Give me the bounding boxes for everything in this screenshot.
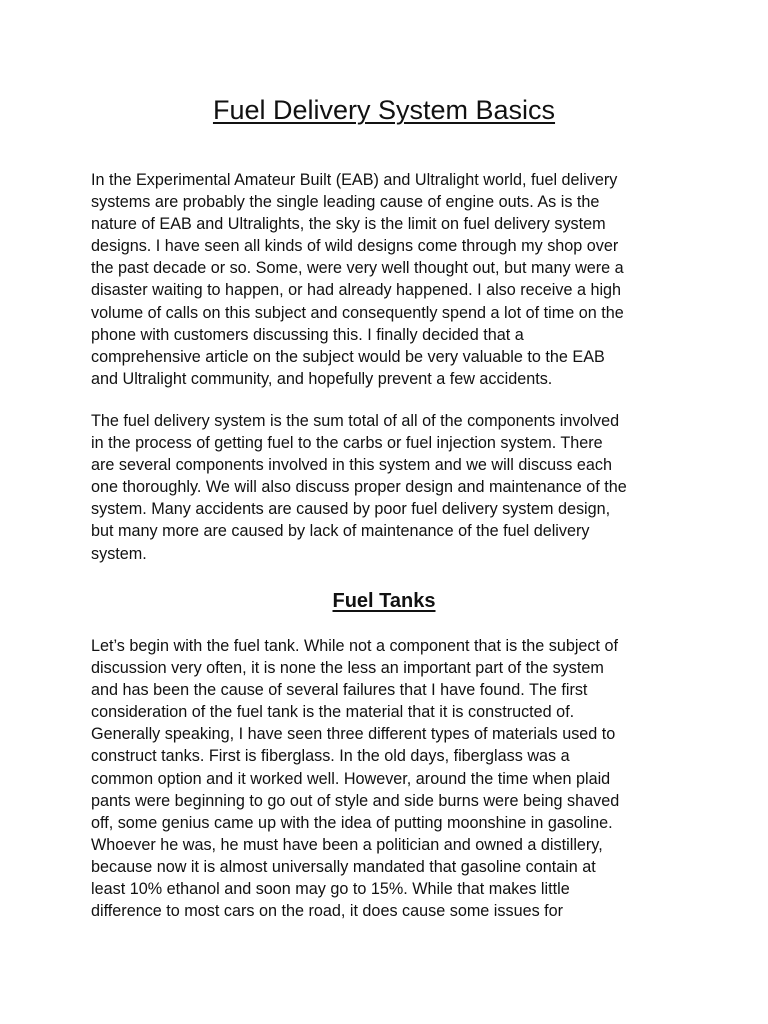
paragraph-line: volume of calls on this subject and consequently spend a lot of time on the xyxy=(91,303,624,322)
section-heading-fuel-tanks: Fuel Tanks xyxy=(332,590,436,612)
fuel-tanks-paragraph xyxy=(91,635,691,922)
paragraph-line: least 10% ethanol and soon may go to 15%. While that makes little xyxy=(91,880,570,899)
paragraph-line: because now it is almost universally mandated that gasoline contain at xyxy=(91,857,596,876)
paragraph-line: in the process of getting fuel to the carbs or fuel injection system. There xyxy=(91,434,603,453)
paragraph-line: pants were beginning to go out of style and side burns were being shaved xyxy=(91,791,620,810)
paragraph-line: Let’s begin with the fuel tank. While not a component that is the subject of xyxy=(91,637,619,655)
paragraph-line: the past decade or so. Some, were very well thought out, but many were a xyxy=(91,259,624,278)
paragraph-line: nature of EAB and Ultralights, the sky is the limit on fuel delivery system xyxy=(91,215,606,234)
paragraph-line: Generally speaking, I have seen three different types of materials used to xyxy=(91,725,616,744)
paragraph-line: are several components involved in this system and we will discuss each xyxy=(91,456,612,475)
paragraph-line: system. xyxy=(91,544,147,563)
definition-paragraph xyxy=(91,410,691,565)
paragraph-line: construct tanks. First is fiberglass. In the old days, fiberglass was a xyxy=(91,747,570,766)
paragraph-line: In the Experimental Amateur Built (EAB) and Ultralight world, fuel delivery xyxy=(91,171,618,189)
paragraph-line: phone with customers discussing this. I finally decided that a xyxy=(91,325,524,344)
paragraph-line: common option and it worked well. However, around the time when plaid xyxy=(91,769,611,788)
paragraph-line: but many more are caused by lack of maintenance of the fuel delivery xyxy=(91,522,590,541)
paragraph-line: discussion very often, it is none the less an important part of the system xyxy=(91,659,604,678)
paragraph-line: comprehensive article on the subject would be very valuable to the EAB xyxy=(91,347,605,366)
paragraph-line: one thoroughly. We will also discuss proper design and maintenance of the xyxy=(91,478,627,497)
paragraph-line: designs. I have seen all kinds of wild designs come through my shop over xyxy=(91,237,619,256)
intro-paragraph xyxy=(91,169,691,390)
paragraph-line: system. Many accidents are caused by poor fuel delivery system design, xyxy=(91,500,611,519)
paragraph-line: off, some genius came up with the idea of putting moonshine in gasoline. xyxy=(91,813,613,832)
paragraph-line: difference to most cars on the road, it does cause some issues for xyxy=(91,902,564,921)
paragraph-line: consideration of the fuel tank is the material that it is constructed of. xyxy=(91,703,575,722)
paragraph-line: disaster waiting to happen, or had already happened. I also receive a high xyxy=(91,281,622,300)
paragraph-line: Whoever he was, he must have been a politician and owned a distillery, xyxy=(91,835,603,854)
document-title: Fuel Delivery System Basics xyxy=(212,95,556,125)
paragraph-line: systems are probably the single leading cause of engine outs. As is the xyxy=(91,193,600,212)
paragraph-line: The fuel delivery system is the sum total of all of the components involved xyxy=(91,412,620,430)
paragraph-line: and Ultralight community, and hopefully prevent a few accidents. xyxy=(91,369,553,388)
paragraph-line: and has been the cause of several failures that I have found. The first xyxy=(91,681,588,700)
